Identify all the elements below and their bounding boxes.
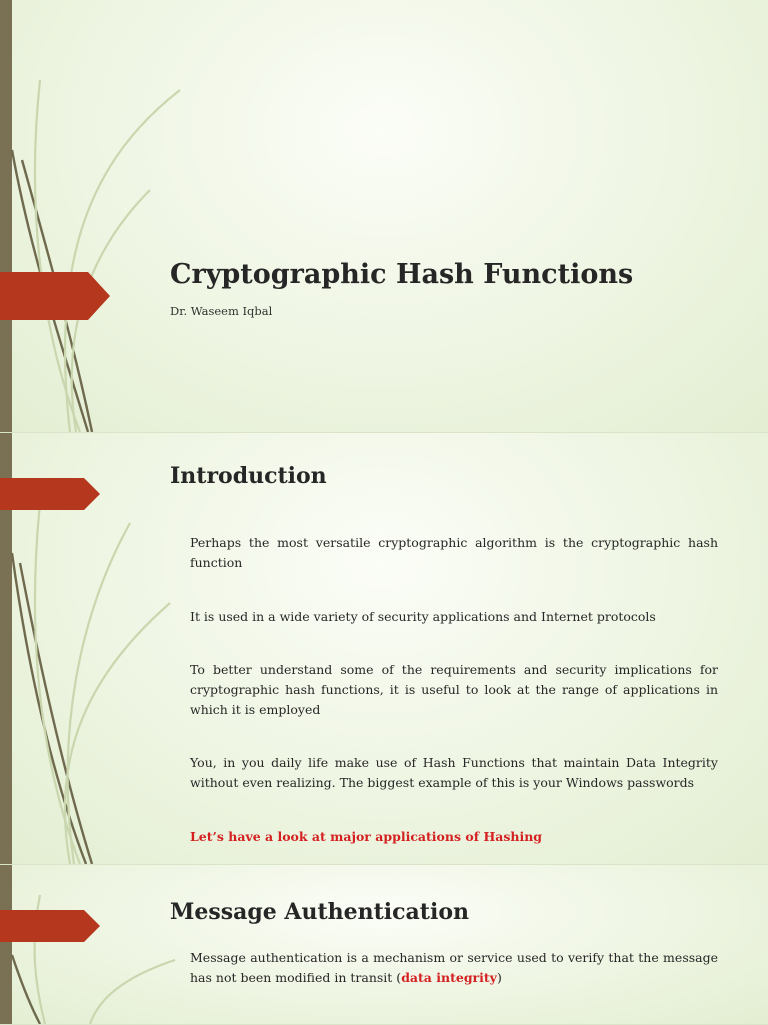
swirl-decoration	[0, 865, 200, 1024]
bullet-paragraph: To better understand some of the requirements and security implications for cryptographic hash functions, it is useful to look at the range of applications in which it is employed	[190, 662, 718, 717]
arrow-marker	[0, 478, 100, 510]
bullet-text-end: )	[496, 970, 502, 985]
bullet-paragraph: It is used in a wide variety of security applications and Internet protocols	[190, 609, 656, 624]
bullet-paragraph	[190, 948, 718, 988]
slide-message-authentication	[0, 865, 768, 1025]
slide-title	[0, 0, 768, 433]
arrow-marker	[0, 910, 100, 942]
slide-title-heading: Cryptographic Hash Functions	[170, 259, 634, 290]
highlight-text: Let’s have a look at major applications of Hashing	[190, 829, 543, 844]
section-heading: Message Authentication	[170, 899, 469, 925]
highlight-text: data integrity	[401, 970, 497, 985]
swirl-decoration	[0, 0, 200, 432]
section-heading: Introduction	[170, 463, 327, 489]
bullet-paragraph: Perhaps the most versatile cryptographic algorithm is the cryptographic hash function	[190, 535, 718, 570]
slide-introduction	[0, 433, 768, 865]
bullet-paragraph: You, in you daily life make use of Hash Functions that maintain Data Integrity without even realizing. The biggest example of this is your Windows passwords	[190, 755, 718, 790]
author-name: Dr. Waseem Iqbal	[170, 304, 273, 318]
bullet-text: Message authentication is a mechanism or service used to verify that the message has not been modified in transit (	[190, 950, 718, 985]
arrow-marker	[0, 272, 110, 320]
